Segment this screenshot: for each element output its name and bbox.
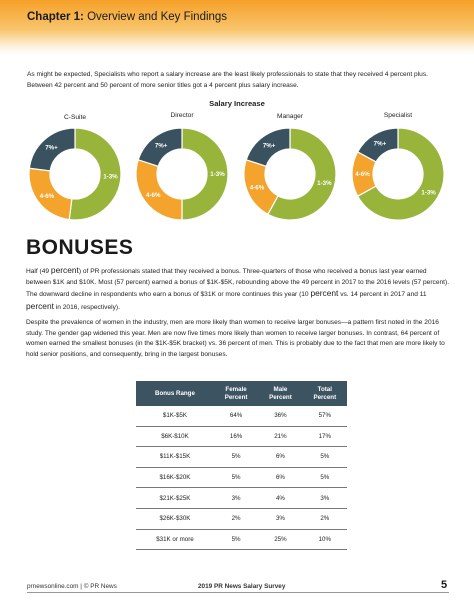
intro-paragraph: As might be expected, Specialists who report a salary increase are the least likely professionals to state that they received 4 percent plus. Between 42 percent and 50 percent of more senior titles got a 4 percent plus salary increase. [27,71,428,89]
table-row [136,447,347,468]
table-cell: 2% [214,508,258,529]
table-cell: 3% [214,488,258,509]
column-header: Female Percent [214,381,258,406]
table-cell: $31K or more [136,529,214,550]
bonus-paragraph-2: Despite the prevalence of women in the industry, men are more likely than women to receive larger bonuses—a pattern first noted in the 2016 study. The gender gap widened this year. Men are now five times more likely than women to receive larger bonuses. In contrast, 64 percent of women earned the smallest bonuses (in the $1K-$5K bracket) vs. 36 percent of men. This is probably due to the fact that men are more likely to hold senior positions, and consequently, bring in the largest bonuses. [26,319,445,358]
paragraph-text: ) of PR professionals stated that they received a bonus. Three-quarters of those who received a bonus last year earned between $1K and $10K. Most (57 percent) earned a bonus of $1K-$5K, rebounding above the 49 percent in 2017 to the 2016 levels (57 percent). The downward decline in respondents who earn a bonus of $31K or more continues this year (10 [26,268,450,299]
table-cell: 10% [303,529,347,550]
paragraph-text: vs. 14 percent in 2017 and 11 [338,291,427,299]
footer-source: prnewsonline.com | © PR News [27,583,117,590]
donut-title-specialist: Specialist [383,112,413,119]
table-cell: 4% [258,488,302,509]
table-cell: 3% [303,488,347,509]
table-cell: $1K-$5K [136,406,214,426]
table-cell: 25% [258,529,302,550]
chapter-number: Chapter 1: [27,11,84,23]
table-cell: 5% [214,529,258,550]
table-row [136,426,347,447]
donut-title-csuite: C-Suite [64,114,86,121]
table-cell: 21% [258,426,302,447]
footer-title: 2019 PR News Salary Survey [198,583,286,590]
table-row [136,508,347,529]
donut-data-label: 7%+ [262,142,276,150]
table-cell: $21K-$25K [136,488,214,509]
donut-title-manager: Manager [276,113,304,120]
table-cell: 57% [303,406,347,426]
donut-title-director: Director [170,112,194,119]
table-cell: 3% [258,508,302,529]
table-header-row [136,381,347,406]
donut-data-label: 4-6% [249,184,265,192]
emphasis-word: percent [50,265,79,275]
column-header: Bonus Range [136,381,214,406]
chart-title: Salary Increase [209,99,265,108]
table-body [136,406,347,550]
table-cell: 64% [214,406,258,426]
table-cell: 36% [258,406,302,426]
table-row [136,467,347,488]
table-cell: 5% [303,467,347,488]
donut-data-label: 1-3% [210,171,225,179]
table-cell: 5% [303,447,347,468]
table-cell: 6% [258,467,302,488]
table-row [136,406,347,426]
table-row [136,488,347,509]
paragraph-text: Half (49 [26,268,51,275]
section-heading: BONUSES [26,236,134,259]
table-cell: $16K-$20K [136,467,214,488]
donut-data-label: 1-3% [103,173,118,181]
donut-slice-46 [136,160,182,220]
table-cell: $11K-$15K [136,447,214,468]
donut-data-label: 7%+ [45,144,58,152]
table-cell: $26K-$30K [136,508,214,529]
bonus-paragraph-1 [26,265,450,313]
chapter-name: Overview and Key Findings [87,11,228,23]
donut-data-label: 4-6% [355,171,370,179]
column-header: Male Percent [258,381,302,406]
bonus-table [136,381,347,550]
emphasis-word: percent [310,288,339,299]
donut-data-label: 1-3% [317,180,332,188]
donut-data-label: 7%+ [373,140,387,148]
table-row [136,529,347,550]
donut-data-label: 1-3% [421,189,436,197]
donut-data-label: 4-6% [39,192,55,200]
table-cell: $6K-$10K [136,426,214,447]
table-cell: 6% [258,447,302,468]
table-cell: 5% [214,447,258,468]
table-cell: 17% [303,426,347,447]
donut-data-label: 4-6% [146,192,161,200]
salary-increase-donuts [0,0,474,240]
footer-divider [27,592,449,593]
paragraph-text: in 2016, respectively). [53,303,120,311]
table-cell: 2% [303,508,347,529]
table-cell: 5% [214,467,258,488]
column-header: Total Percent [303,381,347,406]
emphasis-word: percent [26,300,54,311]
donut-data-label: 7%+ [154,142,168,150]
table-cell: 16% [214,426,258,447]
page-number: 5 [441,579,448,591]
